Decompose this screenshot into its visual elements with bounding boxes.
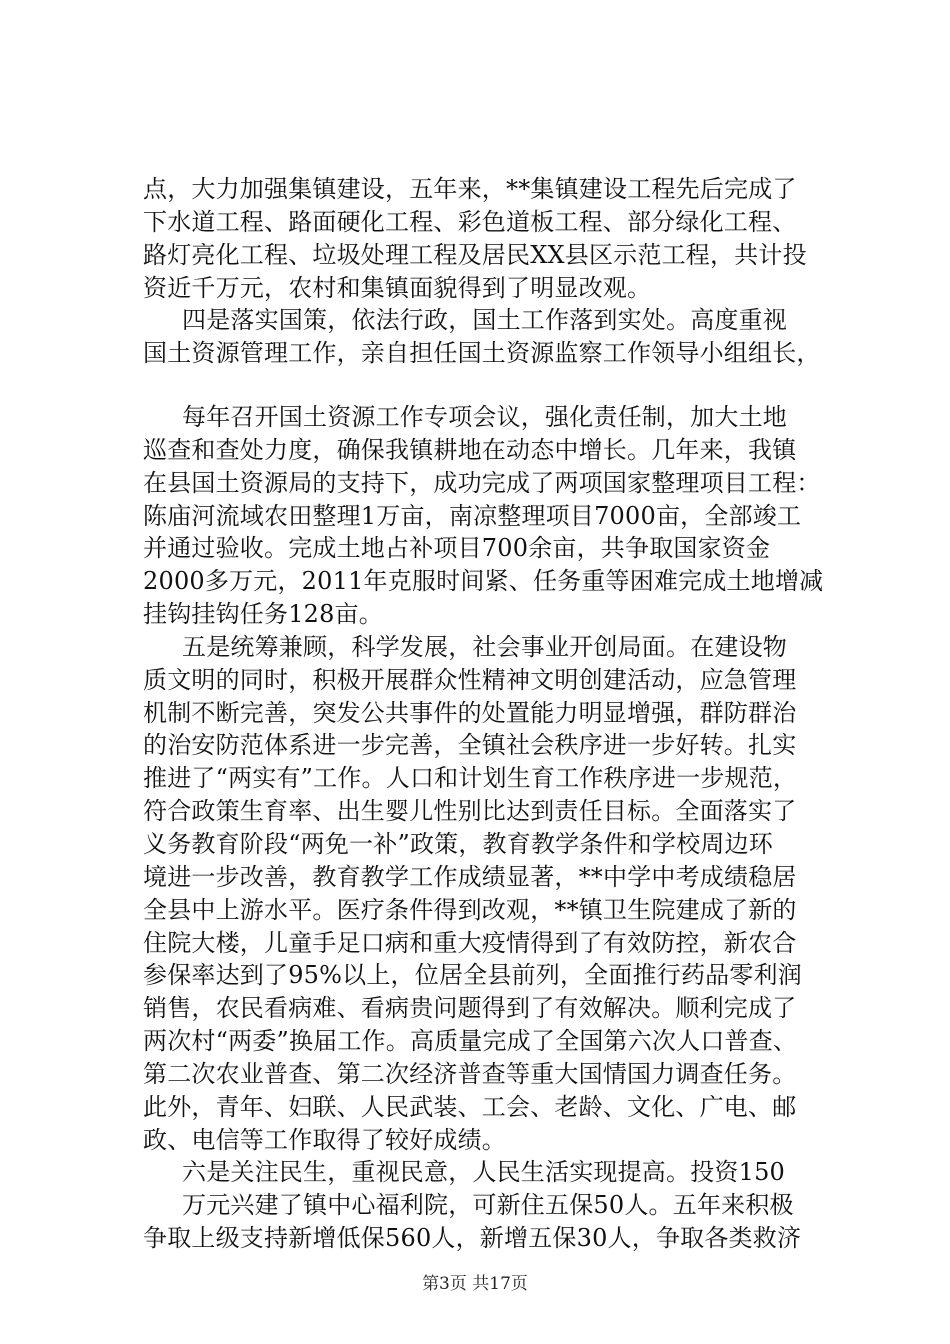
body-line: 在县国土资源局的支持下，成功完成了两项国家整理项目工程： xyxy=(143,469,821,497)
body-line: 境进一步改善，教育教学工作成绩显著，**中学中考成绩稳居 xyxy=(143,863,797,891)
paragraph-start-line: 四是落实国策，依法行政，国土工作落到实处。高度重视 xyxy=(182,306,787,334)
body-line: 全县中上游水平。医疗条件得到改观，**镇卫生院建成了新的 xyxy=(143,896,797,924)
paragraph-start-line: 六是关注民生，重视民意，人民生活实现提高。投资150 xyxy=(182,1158,786,1186)
body-line: 此外，青年、妇联、人民武装、工会、老龄、文化、广电、邮 xyxy=(143,1093,797,1121)
body-line: 资近千万元，农村和集镇面貌得到了明显改观。 xyxy=(143,274,652,302)
paragraph-start-line: 五是统筹兼顾，科学发展，社会事业开创局面。在建设物 xyxy=(182,633,787,661)
body-line: 路灯亮化工程、垃圾处理工程及居民XX县区示范工程，共计投 xyxy=(143,241,807,269)
body-line: 第二次农业普查、第二次经济普查等重大国情国力调查任务。 xyxy=(143,1060,797,1088)
body-line: 质文明的同时，积极开展群众性精神文明创建活动，应急管理 xyxy=(143,666,797,694)
body-line: 巡查和查处力度，确保我镇耕地在动态中增长。几年来，我镇 xyxy=(143,436,797,464)
body-line: 挂钩挂钩任务128亩。 xyxy=(143,600,384,628)
paragraph-start-line: 每年召开国土资源工作专项会议，强化责任制，加大土地 xyxy=(182,403,787,431)
body-line: 两次村“两委”换届工作。高质量完成了全国第六次人口普查、 xyxy=(143,1027,798,1055)
paragraph-start-line: 万元兴建了镇中心福利院，可新住五保50人。五年来积极 xyxy=(182,1191,794,1219)
body-line: 住院大楼，儿童手足口病和重大疫情得到了有效防控，新农合 xyxy=(143,929,797,957)
body-line: 的治安防范体系进一步完善，全镇社会秩序进一步好转。扎实 xyxy=(143,731,797,759)
body-line: 陈庙河流域农田整理1万亩，南凉整理项目7000亩，全部竣工 xyxy=(143,502,802,530)
body-line: 国土资源管理工作，亲自担任国土资源监察工作领导小组组长， xyxy=(143,339,821,367)
body-line: 参保率达到了95%以上，位居全县前列，全面推行药品零利润 xyxy=(143,961,802,989)
body-line: 争取上级支持新增低保560人，新增五保30人，争取各类救济 xyxy=(143,1224,802,1252)
body-line: 销售，农民看病难、看病贵问题得到了有效解决。顺利完成了 xyxy=(143,994,797,1022)
body-line: 并通过验收。完成土地占补项目700余亩，共争取国家资金 xyxy=(143,534,771,562)
body-line: 推进了“两实有”工作。人口和计划生育工作秩序进一步规范， xyxy=(143,764,798,792)
body-line: 点，大力加强集镇建设，五年来，**集镇建设工程先后完成了 xyxy=(143,175,797,203)
body-line: 政、电信等工作取得了较好成绩。 xyxy=(143,1126,506,1154)
body-line: 符合政策生育率、出生婴儿性别比达到责任目标。全面落实了 xyxy=(143,797,797,825)
body-line: 机制不断完善，突发公共事件的处置能力明显增强，群防群治 xyxy=(143,699,797,727)
page-number-footer: 第3页 共17页 xyxy=(422,1274,528,1294)
body-line: 下水道工程、路面硬化工程、彩色道板工程、部分绿化工程、 xyxy=(143,208,797,236)
body-line: 2000多万元，2011年克服时间紧、任务重等困难完成土地增减 xyxy=(143,567,824,595)
body-line: 义务教育阶段“两免一补”政策，教育教学条件和学校周边环 xyxy=(143,830,773,858)
